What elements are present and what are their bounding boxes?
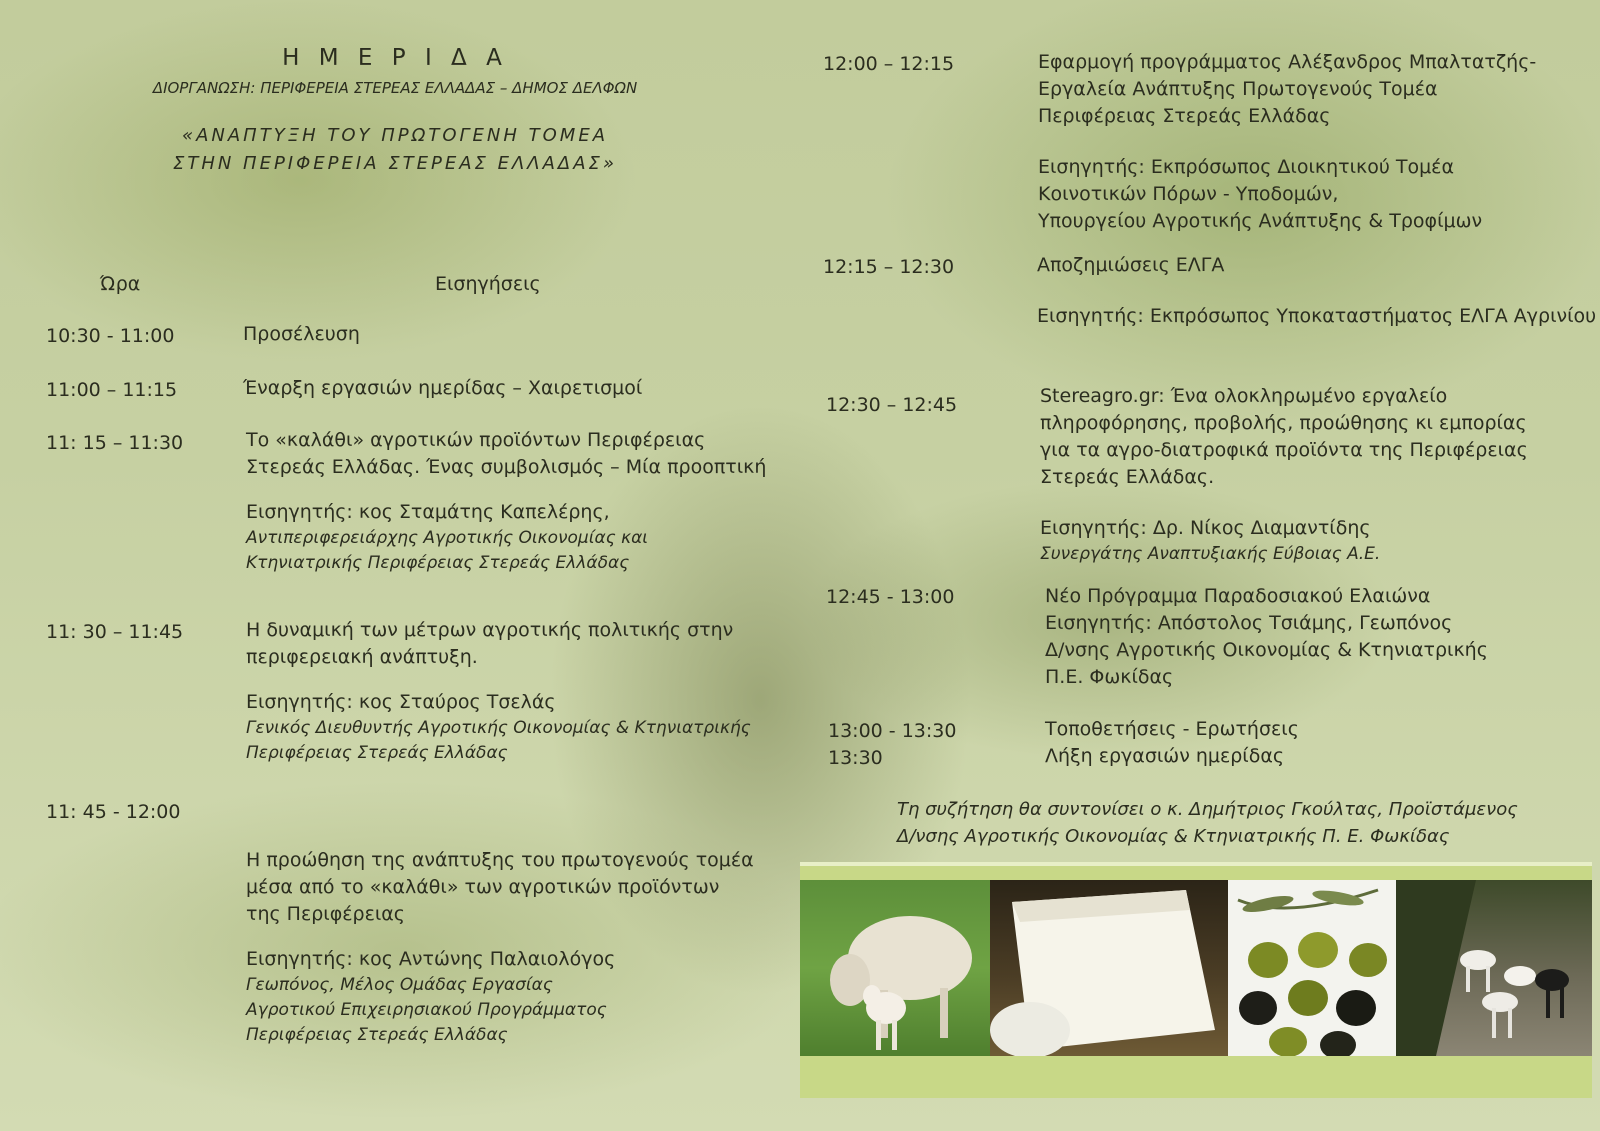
session-speaker-role: Περιφέρειας Στερεάς Ελλάδας <box>246 743 508 763</box>
session-title: Αποζημιώσεις ΕΛΓΑ <box>1037 254 1225 276</box>
moderator-note <box>897 796 1577 850</box>
cheese-illustration <box>990 880 1228 1056</box>
event-organizers: ΔΙΟΡΓΑΝΩΣΗ: ΠΕΡΙΦΕΡΕΙΑ ΣΤΕΡΕΑΣ ΕΛΛΑΔΑΣ – ΔΗΜΟΣ ΔΕΛΦΩΝ <box>152 79 638 97</box>
session-time: 11:00 – 11:15 <box>46 379 178 401</box>
session-title: Έναρξη εργασιών ημερίδας – Χαιρετισμοί <box>243 377 643 399</box>
session-time: 11: 15 – 11:30 <box>46 432 184 454</box>
session-title-line: Η προώθηση της ανάπτυξης του πρωτογενούς τομέα <box>246 849 754 871</box>
goats-illustration <box>1396 880 1592 1056</box>
session-time: 11: 45 - 12:00 <box>46 801 181 823</box>
column-header-time: Ώρα <box>100 273 141 295</box>
session-title: Προσέλευση <box>243 323 360 345</box>
session-speaker-role: Κτηνιατρικής Περιφέρειας Στερεάς Ελλάδας <box>246 553 630 573</box>
session-title-line: Νέο Πρόγραμμα Παραδοσιακού Ελαιώνα <box>1045 585 1431 607</box>
session-title-line: μέσα από το «καλάθι» των αγροτικών προϊόντων <box>246 876 720 898</box>
event-subtitle <box>100 122 690 178</box>
session-block <box>246 617 786 766</box>
olives-illustration <box>1228 880 1396 1056</box>
session-block <box>1038 49 1578 235</box>
session-speaker: Κοινοτικών Πόρων - Υποδομών, <box>1038 183 1339 205</box>
session-time: 12:00 – 12:15 <box>823 53 955 75</box>
session-title-line: Στερεάς Ελλάδας. Ένας συμβολισμός – Μία προοπτική <box>246 456 767 478</box>
session-title-line: Το «καλάθι» αγροτικών προϊόντων Περιφέρειας <box>246 429 706 451</box>
session-speaker: Δ/νσης Αγροτικής Οικονομίας & Κτηνιατρικής <box>1045 639 1488 661</box>
session-title-line: της Περιφέρειας <box>246 903 405 925</box>
session-block <box>246 427 786 576</box>
session-speaker: Εισηγητής: κος Σταμάτης Καπελέρης, <box>246 501 610 523</box>
session-title-line: Η δυναμική των μέτρων αγροτικής πολιτικής στην <box>246 619 734 641</box>
session-speaker: Π.Ε. Φωκίδας <box>1045 666 1174 688</box>
event-subtitle-line1: «ΑΝΑΠΤΥΞΗ ΤΟΥ ΠΡΩΤΟΓΕΝΗ ΤΟΜΕΑ <box>181 125 609 146</box>
sheep-illustration <box>800 880 990 1056</box>
session-time: 12:15 – 12:30 <box>823 256 955 278</box>
session-block <box>1040 383 1580 567</box>
session-title-line: περιφερειακή ανάπτυξη. <box>246 646 478 668</box>
goats-photo <box>1396 880 1592 1056</box>
session-speaker: Εισηγητής: Εκπρόσωπος Διοικητικού Τομέα <box>1038 156 1454 178</box>
session-speaker-role: Περιφέρειας Στερεάς Ελλάδας <box>246 1025 508 1045</box>
session-title-line: Περιφέρειας Στερεάς Ελλάδας <box>1038 105 1331 127</box>
photo-strip <box>800 862 1592 1098</box>
session-speaker-role: Συνεργάτης Αναπτυξιακής Εύβοιας Α.Ε. <box>1040 544 1381 564</box>
session-title-line: Stereagro.gr: Ένα ολοκληρωμένο εργαλείο <box>1040 385 1448 407</box>
moderator-line: Τη συζήτηση θα συντονίσει ο κ. Δημήτριος Γκούλτας, Προϊστάμενος <box>897 799 1518 820</box>
column-header-talks: Εισηγήσεις <box>435 273 541 295</box>
cheese-photo <box>990 880 1228 1056</box>
session-speaker: Εισηγητής: κος Αντώνης Παλαιολόγος <box>246 948 616 970</box>
session-block <box>1045 583 1585 691</box>
session-speaker: Εισηγητής: Απόστολος Τσιάμης, Γεωπόνος <box>1045 612 1453 634</box>
event-title: Η Μ Ε Ρ Ι Δ Α <box>282 45 508 71</box>
moderator-line: Δ/νσης Αγροτικής Οικονομίας & Κτηνιατρικής Π. Ε. Φωκίδας <box>897 826 1450 847</box>
olives-photo <box>1228 880 1396 1056</box>
session-speaker: Εισηγητής: Δρ. Νίκος Διαμαντίδης <box>1040 517 1371 539</box>
session-speaker-role: Αντιπεριφερειάρχης Αγροτικής Οικονομίας και <box>246 528 649 548</box>
event-subtitle-line2: ΣΤΗΝ ΠΕΡΙΦΕΡΕΙΑ ΣΤΕΡΕΑΣ ΕΛΛΑΔΑΣ» <box>172 153 618 174</box>
session-speaker-role: Γενικός Διευθυντής Αγροτικής Οικονομίας & Κτηνιατρικής <box>246 718 751 738</box>
session-time: 12:45 - 13:00 <box>826 586 955 608</box>
session-time: 12:30 – 12:45 <box>826 394 958 416</box>
session-title-line: Εργαλεία Ανάπτυξης Πρωτογενούς Τομέα <box>1038 78 1438 100</box>
session-title-line: Εφαρμογή προγράμματος Αλέξανδρος Μπαλτατζής- <box>1038 51 1537 73</box>
sheep-photo <box>800 880 990 1056</box>
session-title: Τοποθετήσεις - Ερωτήσεις <box>1045 718 1299 740</box>
session-speaker-role: Αγροτικού Επιχειρησιακού Προγράμματος <box>246 1000 607 1020</box>
session-time: 13:30 <box>828 747 883 769</box>
session-speaker: Εισηγητής: κος Σταύρος Τσελάς <box>246 691 556 713</box>
session-speaker: Εισηγητής: Εκπρόσωπος Υποκαταστήματος ΕΛΓΑ Αγρινίου <box>1037 305 1597 327</box>
session-title: Λήξη εργασιών ημερίδας <box>1045 745 1285 767</box>
session-block <box>246 847 786 1048</box>
session-speaker: Υπουργείου Αγροτικής Ανάπτυξης & Τροφίμων <box>1038 210 1483 232</box>
session-title-line: Στερεάς Ελλάδας. <box>1040 466 1215 488</box>
session-title-line: πληροφόρησης, προβολής, προώθησης κι εμπορίας <box>1040 412 1527 434</box>
session-time: 13:00 - 13:30 <box>828 720 957 742</box>
session-title-line: για τα αγρο-διατροφικά προϊόντα της Περιφέρειας <box>1040 439 1528 461</box>
session-time: 11: 30 – 11:45 <box>46 621 184 643</box>
session-speaker-role: Γεωπόνος, Μέλος Ομάδας Εργασίας <box>246 975 553 995</box>
session-time: 10:30 - 11:00 <box>46 325 175 347</box>
